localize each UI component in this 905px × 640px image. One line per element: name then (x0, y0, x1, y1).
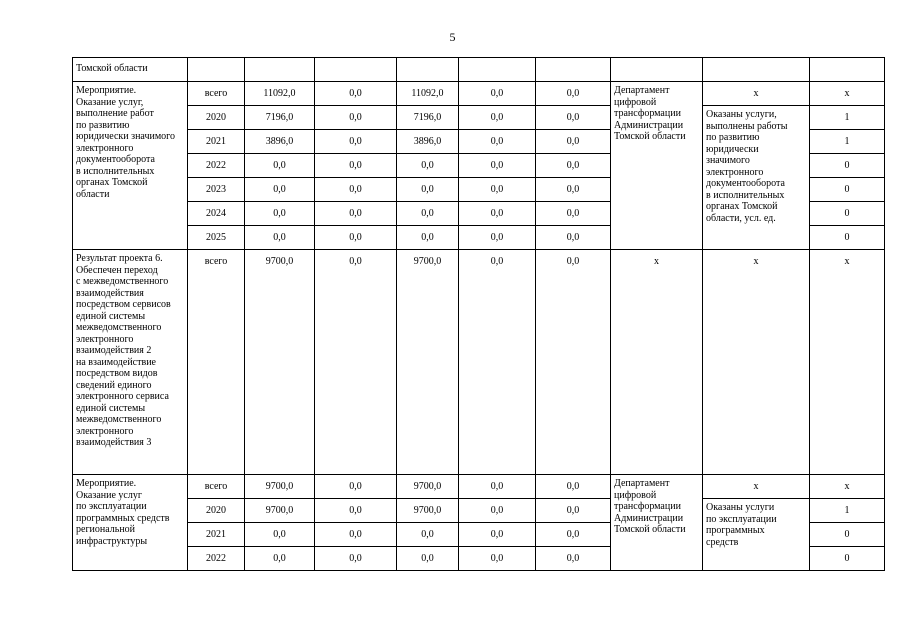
federal-cell: 0,0 (349, 256, 362, 267)
regional-cell: 0,0 (421, 208, 434, 219)
year-cell: 2022 (206, 160, 226, 171)
year-cell: 2022 (206, 553, 226, 564)
year-cell: 2021 (206, 136, 226, 147)
regional-cell: 9700,0 (413, 256, 442, 267)
local-cell: 0,0 (490, 256, 504, 267)
year-cell: всего (204, 481, 228, 492)
federal-cell: 0,0 (349, 553, 362, 564)
table-row (73, 82, 885, 106)
federal-cell: 0,0 (349, 184, 362, 195)
regional-cell: 0,0 (421, 160, 434, 171)
total-cell: 0,0 (273, 529, 286, 540)
other-cell: 0,0 (566, 529, 580, 540)
total-cell: 9700,0 (265, 256, 294, 267)
local-cell: 0,0 (490, 208, 504, 219)
total-cell: 0,0 (273, 160, 286, 171)
indicator-text: Оказаны услуги, выполнены работы по развитию юридически значимого электронного документооборота в исполнительных органах Томской области, усл. ед. (706, 109, 788, 224)
year-cell: 2020 (206, 112, 226, 123)
regional-cell: 9700,0 (413, 481, 442, 492)
page-number: 5 (449, 30, 456, 44)
table-row (73, 250, 885, 475)
other-cell: 0,0 (566, 88, 580, 99)
department-text: х (654, 256, 659, 267)
total-cell: 0,0 (273, 232, 286, 243)
year-cell: 2024 (206, 208, 226, 219)
other-cell: 0,0 (566, 232, 580, 243)
year-cell: всего (204, 256, 228, 267)
regional-cell: 0,0 (421, 529, 434, 540)
other-cell: 0,0 (566, 208, 580, 219)
total-cell: 0,0 (273, 208, 286, 219)
total-cell: 7196,0 (265, 112, 294, 123)
regional-cell: 11092,0 (411, 88, 444, 99)
value-cell: 1 (844, 136, 850, 147)
local-cell: 0,0 (490, 88, 504, 99)
other-cell: 0,0 (566, 184, 580, 195)
year-cell: 2021 (206, 529, 226, 540)
total-cell: 0,0 (273, 184, 286, 195)
local-cell: 0,0 (490, 136, 504, 147)
regional-cell: 7196,0 (413, 112, 442, 123)
indicator-head: х (753, 88, 759, 99)
value-cell: х (844, 481, 850, 492)
value-cell: 1 (844, 112, 850, 123)
other-cell: 0,0 (566, 160, 580, 171)
local-cell: 0,0 (490, 553, 504, 564)
regional-cell: 0,0 (421, 553, 434, 564)
federal-cell: 0,0 (349, 160, 362, 171)
table-row (73, 499, 885, 523)
other-cell: 0,0 (566, 136, 580, 147)
regional-cell: 0,0 (421, 184, 434, 195)
federal-cell: 0,0 (349, 208, 362, 219)
other-cell: 0,0 (566, 112, 580, 123)
total-cell: 9700,0 (265, 481, 294, 492)
value-cell: 0 (844, 184, 850, 195)
local-cell: 0,0 (490, 160, 504, 171)
year-cell: 2025 (206, 232, 226, 243)
indicator-head: х (753, 481, 759, 492)
regional-cell: 3896,0 (413, 136, 442, 147)
value-cell: х (844, 88, 850, 99)
table-row (73, 475, 885, 499)
total-cell: 11092,0 (263, 88, 296, 99)
department-text: Департамент цифровой трансформации Администрации Томской области (614, 85, 686, 142)
value-cell: 0 (844, 232, 850, 243)
federal-cell: 0,0 (349, 529, 362, 540)
value-cell: 0 (844, 160, 850, 171)
project-result-description: Результат проекта 6. Обеспечен переход с межведомственного взаимодействия посредством сервисов единой системы межведомственного электронного взаимодействия 2 на взаимодействие посредством видов сведений единого электронного сервиса единой системы межведомственного электронного взаимодействия 3 (76, 253, 171, 448)
value-cell: 0 (844, 529, 850, 540)
other-cell: 0,0 (566, 553, 580, 564)
local-cell: 0,0 (490, 184, 504, 195)
activity-description: Мероприятие. Оказание услуг по эксплуатации программных средств региональной инфраструктуры (76, 478, 170, 547)
local-cell: 0,0 (490, 505, 504, 516)
value-cell: 0 (844, 553, 850, 564)
program-table (72, 57, 885, 571)
value-cell: 0 (844, 208, 850, 219)
year-cell: 2020 (206, 505, 226, 516)
federal-cell: 0,0 (349, 88, 362, 99)
federal-cell: 0,0 (349, 505, 362, 516)
regional-cell: 0,0 (421, 232, 434, 243)
total-cell: 0,0 (273, 553, 286, 564)
federal-cell: 0,0 (349, 136, 362, 147)
regional-cell: 9700,0 (413, 505, 442, 516)
local-cell: 0,0 (490, 481, 504, 492)
section-row (73, 58, 885, 82)
department-text: Департамент цифровой трансформации Администрации Томской области (614, 478, 686, 535)
table-row (73, 106, 885, 130)
total-cell: 3896,0 (265, 136, 294, 147)
other-cell: 0,0 (566, 481, 580, 492)
local-cell: 0,0 (490, 112, 504, 123)
indicator-text: х (753, 256, 759, 267)
other-cell: 0,0 (566, 505, 580, 516)
year-cell: всего (204, 88, 228, 99)
section-label: Томской области (76, 63, 148, 74)
local-cell: 0,0 (490, 232, 504, 243)
indicator-text: Оказаны услуги по эксплуатации программных средств (706, 502, 777, 548)
total-cell: 9700,0 (265, 505, 294, 516)
activity-description: Мероприятие. Оказание услуг, выполнение работ по развитию юридически значимого электронного документооборота в исполнительных органах Томской области (76, 85, 176, 200)
value-cell: 1 (844, 505, 850, 516)
federal-cell: 0,0 (349, 481, 362, 492)
other-cell: 0,0 (566, 256, 580, 267)
local-cell: 0,0 (490, 529, 504, 540)
federal-cell: 0,0 (349, 232, 362, 243)
year-cell: 2023 (206, 184, 226, 195)
federal-cell: 0,0 (349, 112, 362, 123)
value-cell: х (844, 256, 850, 267)
